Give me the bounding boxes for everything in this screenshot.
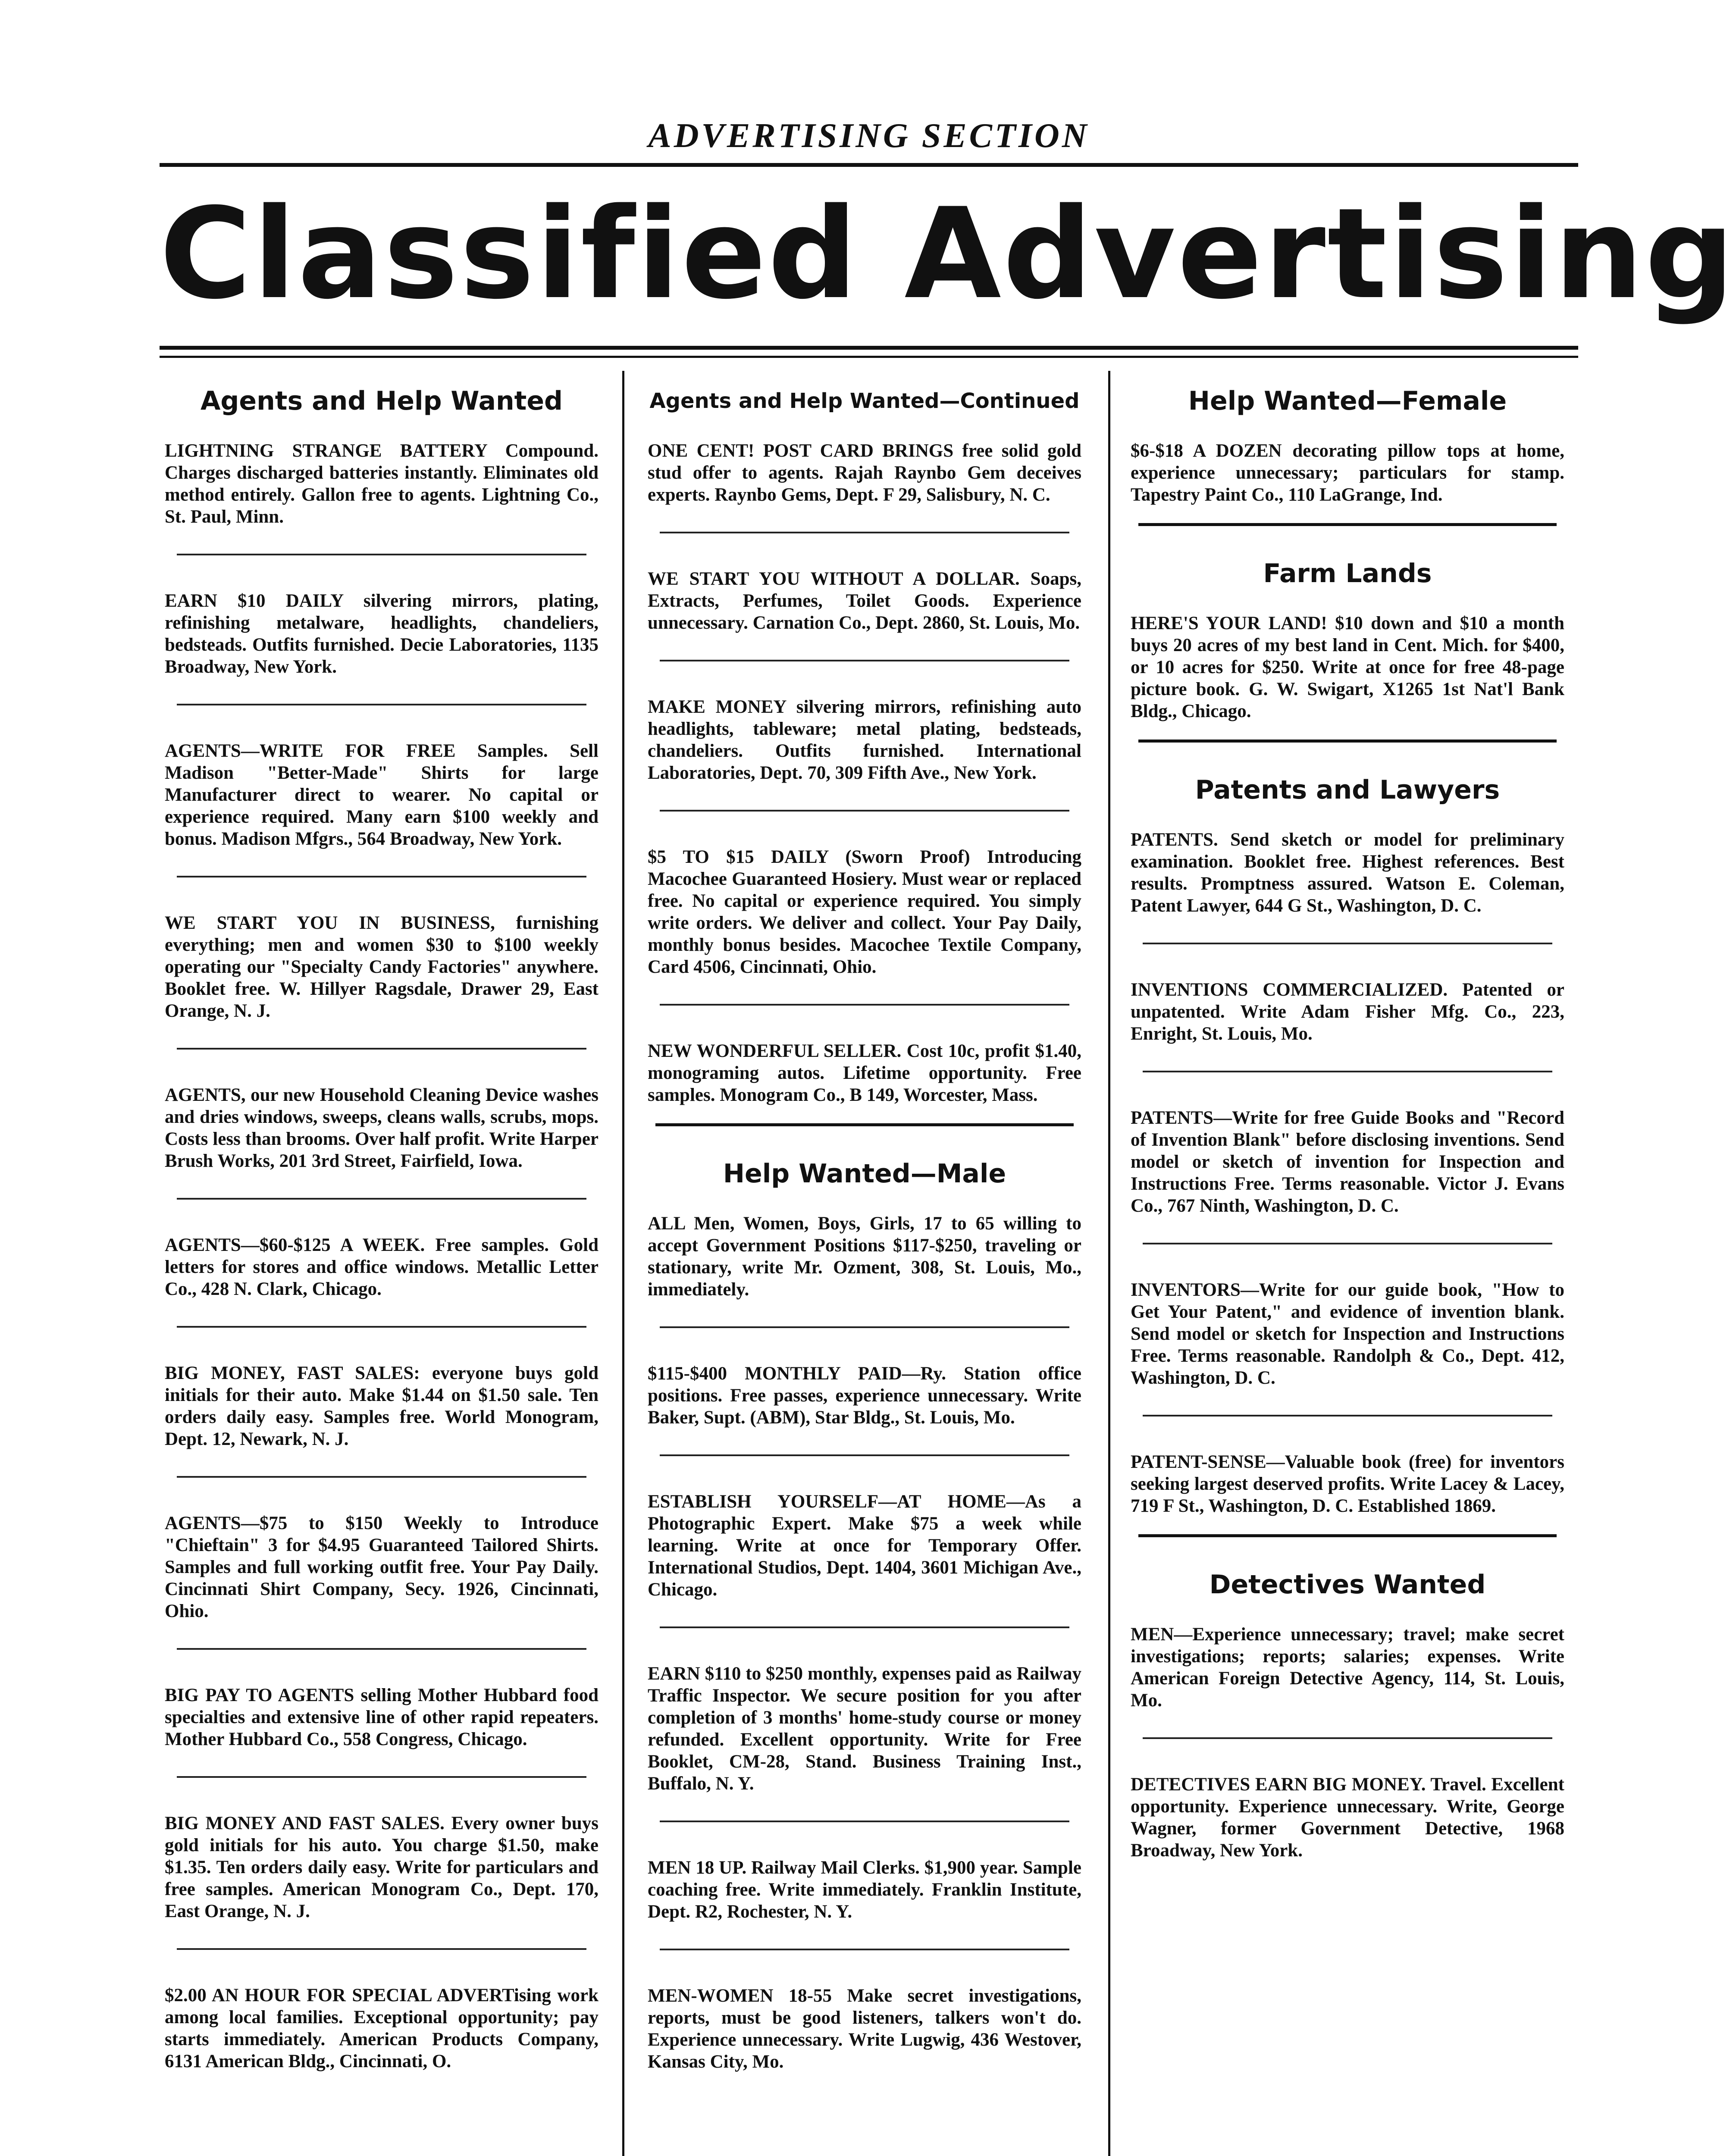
classified-ad: INVENTIONS COMMERCIALIZED. Patented or unpatented. Write Adam Fisher Mfg. Co., 223, Enright, St. Louis, Mo.	[1131, 980, 1564, 1044]
classified-ad: AGENTS—$75 to $150 Weekly to Introduce "Chieftain" 3 for $4.95 Guaranteed Tailored Shirts. Samples and full working outfit free. Your Pay Daily. Cincinnati Shirt Company, Secy. 1926, Cincinnati, Ohio.	[165, 1513, 599, 1621]
classified-ad: ESTABLISH YOURSELF—AT HOME—As a Photographic Expert. Make $75 a week while learning. Write at once for Temporary Offer. International Studios, Dept. 1404, 3601 Michigan Ave., Chicago.	[648, 1492, 1081, 1600]
ad-separator	[1143, 1243, 1552, 1244]
classified-ad: WE START YOU IN BUSINESS, furnishing everything; men and women $30 to $100 weekly operating our "Specialty Candy Factories" anywhere. Booklet free. W. Hillyer Ragsdale, Drawer 29, East Orange, N. J.	[165, 913, 599, 1021]
column-divider	[622, 371, 624, 2156]
classified-ad: MEN—Experience unnecessary; travel; make secret investigations; reports; salaries; expenses. Write American Foreign Detective Agency, 114, St. Louis, Mo.	[1131, 1624, 1564, 1711]
ad-separator	[177, 1048, 586, 1050]
column-3	[1125, 371, 1570, 1861]
classified-ad: HERE'S YOUR LAND! $10 down and $10 a month buys 20 acres of my best land in Cent. Mich. for $400, or 10 acres for $250. Write at once for free 48-page picture book. G. W. Swigart, X1265 1st Nat'l Bank Bldg., Chicago.	[1131, 613, 1564, 721]
classified-ad: $5 TO $15 DAILY (Sworn Proof) Introducing Macochee Guaranteed Hosiery. Must wear or replaced free. No capital or experience required. You simply write orders. We deliver and collect. Your Pay Daily, monthly bonus besides. Macochee Textile Company, Card 4506, Cincinnati, Ohio.	[648, 847, 1081, 977]
ad-separator	[177, 704, 586, 705]
ad-separator	[660, 1821, 1069, 1822]
column-1	[160, 371, 604, 2072]
classified-ad: NEW WONDERFUL SELLER. Cost 10c, profit $1.40, monograming autos. Lifetime opportunity. Free samples. Monogram Co., B 149, Worcester, Mass.	[648, 1041, 1081, 1105]
classified-ad: MEN-WOMEN 18-55 Make secret investigations, reports, must be good listeners, talkers won't do. Experience unnecessary. Write Lugwig, 436 Westover, Kansas City, Mo.	[648, 1986, 1081, 2072]
classified-ad: $6-$18 A DOZEN decorating pillow tops at home, experience unnecessary; particulars for stamp. Tapestry Paint Co., 110 LaGrange, Ind.	[1131, 441, 1564, 505]
ad-separator	[177, 1948, 586, 1950]
classified-ad: BIG MONEY AND FAST SALES. Every owner buys gold initials for his auto. You charge $1.50, make $1.35. Ten orders daily easy. Write for particulars and free samples. American Monogram Co., Dept. 170, East Orange, N. J.	[165, 1813, 599, 1921]
ad-separator	[1143, 943, 1552, 944]
ad-separator	[660, 1949, 1069, 1950]
classified-ad: BIG PAY TO AGENTS selling Mother Hubbard food specialties and extensive line of other rapid repeaters. Mother Hubbard Co., 558 Congress, Chicago.	[165, 1685, 599, 1749]
category-rule	[655, 1123, 1074, 1126]
ad-separator	[1143, 1415, 1552, 1416]
classified-ad: $2.00 AN HOUR FOR SPECIAL ADVERTising work among local families. Exceptional opportunity; pay starts immediately. American Products Company, 6131 American Bldg., Cincinnati, O.	[165, 1985, 599, 2071]
ad-separator	[177, 1198, 586, 1200]
ad-separator	[660, 532, 1069, 533]
ad-separator	[660, 1004, 1069, 1006]
column-divider	[1108, 371, 1110, 2156]
classified-ad: MAKE MONEY silvering mirrors, refinishing auto headlights, tableware; metal plating, bedsteads, chandeliers. Outfits furnished. International Laboratories, Dept. 70, 309 Fifth Ave., New York.	[648, 697, 1081, 783]
ad-separator	[177, 1326, 586, 1328]
classified-ad: MEN 18 UP. Railway Mail Clerks. $1,900 year. Sample coaching free. Write immediately. Franklin Institute, Dept. R2, Rochester, N. Y.	[648, 1858, 1081, 1922]
ad-separator	[660, 660, 1069, 661]
classified-ad: EARN $10 DAILY silvering mirrors, plating, refinishing metalware, headlights, chandeliers, bedsteads. Outfits furnished. Decie Laboratories, 1135 Broadway, New York.	[165, 591, 599, 677]
classified-ad: INVENTORS—Write for our guide book, "How to Get Your Patent," and evidence of invention blank. Send model or sketch for Inspection and Instructions Free. Terms reasonable. Randolph & Co., Dept. 412, Washington, D. C.	[1131, 1280, 1564, 1388]
category-heading: Patents and Lawyers	[1195, 775, 1500, 805]
classified-ad: BIG MONEY, FAST SALES: everyone buys gold initials for their auto. Make $1.44 on $1.50 sale. Ten orders daily easy. Samples free. World Monogram, Dept. 12, Newark, N. J.	[165, 1363, 599, 1449]
ad-separator	[660, 1454, 1069, 1456]
classified-ad: $115-$400 MONTHLY PAID—Ry. Station office positions. Free passes, experience unnecessary. Write Baker, Supt. (ABM), Star Bldg., St. Louis, Mo.	[648, 1363, 1081, 1428]
category-heading: Agents and Help Wanted—Continued	[649, 389, 1080, 413]
category-heading: Farm Lands	[1263, 558, 1432, 589]
classified-ad: LIGHTNING STRANGE BATTERY Compound. Charges discharged batteries instantly. Eliminates old method entirely. Gallon free to agents. Lightning Co., St. Paul, Minn.	[165, 441, 599, 527]
classified-ad: DETECTIVES EARN BIG MONEY. Travel. Excellent opportunity. Experience unnecessary. Write, George Wagner, former Government Detective, 1968 Broadway, New York.	[1131, 1774, 1564, 1861]
ad-separator	[1143, 1071, 1552, 1072]
classified-ad: PATENTS. Send sketch or model for preliminary examination. Booklet free. Highest references. Best results. Promptness assured. Watson E. Coleman, Patent Lawyer, 644 G St., Washington, D. C.	[1131, 830, 1564, 916]
classified-ad: AGENTS—$60-$125 A WEEK. Free samples. Gold letters for stores and office windows. Metallic Letter Co., 428 N. Clark, Chicago.	[165, 1235, 599, 1299]
classified-ad: PATENT-SENSE—Valuable book (free) for inventors seeking largest deserved profits. Write Lacey & Lacey, 719 F St., Washington, D. C. Established 1869.	[1131, 1452, 1564, 1516]
ad-separator	[177, 876, 586, 877]
ad-separator	[660, 1626, 1069, 1628]
classified-ad: WE START YOU WITHOUT A DOLLAR. Soaps, Extracts, Perfumes, Toilet Goods. Experience unnecessary. Carnation Co., Dept. 2860, St. Louis, Mo.	[648, 569, 1081, 633]
category-rule	[1138, 1534, 1557, 1537]
masthead-rule	[160, 346, 1578, 358]
classified-ad: AGENTS—WRITE FOR FREE Samples. Sell Madison "Better-Made" Shirts for large Manufacturer direct to wearer. No capital or experience required. Many earn $100 weekly and bonus. Madison Mfgrs., 564 Broadway, New York.	[165, 741, 599, 849]
ad-separator	[177, 1648, 586, 1650]
category-heading: Help Wanted—Female	[1188, 386, 1507, 416]
category-heading: Detectives Wanted	[1209, 1570, 1486, 1600]
ad-separator	[177, 554, 586, 555]
ad-separator	[177, 1776, 586, 1778]
classified-ad: AGENTS, our new Household Cleaning Device washes and dries windows, sweeps, cleans walls, scrubs, mops. Costs less than brooms. Over half profit. Write Harper Brush Works, 201 3rd Street, Fairfield, Iowa.	[165, 1085, 599, 1171]
ad-separator	[177, 1476, 586, 1478]
classified-ad: ALL Men, Women, Boys, Girls, 17 to 65 willing to accept Government Positions $117-$250, traveling or stationary, write Mr. Ozment, 308, St. Louis, Mo., immediately.	[648, 1213, 1081, 1300]
page-title: Classified Advertising	[160, 182, 1736, 327]
ad-separator	[660, 1326, 1069, 1328]
classified-ad: EARN $110 to $250 monthly, expenses paid as Railway Traffic Inspector. We secure position for you after completion of 3 months' home-study course or money refunded. Excellent opportunity. Write for Free Booklet, CM-28, Stand. Business Training Inst., Buffalo, N. Y.	[648, 1664, 1081, 1794]
classified-ad: ONE CENT! POST CARD BRINGS free solid gold stud offer to agents. Rajah Raynbo Gem deceives experts. Raynbo Gems, Dept. F 29, Salisbury, N. C.	[648, 441, 1081, 505]
top-rule	[160, 163, 1578, 167]
ad-separator	[660, 810, 1069, 812]
column-2	[642, 371, 1087, 2073]
ad-separator	[1143, 1737, 1552, 1739]
category-heading: Help Wanted—Male	[723, 1159, 1006, 1189]
classified-ad: PATENTS—Write for free Guide Books and "Record of Invention Blank" before disclosing inventions. Send model or sketch of invention for Inspection and Instructions Free. Terms reasonable. Victor J. Evans Co., 767 Ninth, Washington, D. C.	[1131, 1108, 1564, 1216]
category-rule	[1138, 740, 1557, 743]
category-heading: Agents and Help Wanted	[201, 386, 563, 416]
category-rule	[1138, 523, 1557, 526]
section-label: ADVERTISING SECTION	[648, 117, 1090, 155]
